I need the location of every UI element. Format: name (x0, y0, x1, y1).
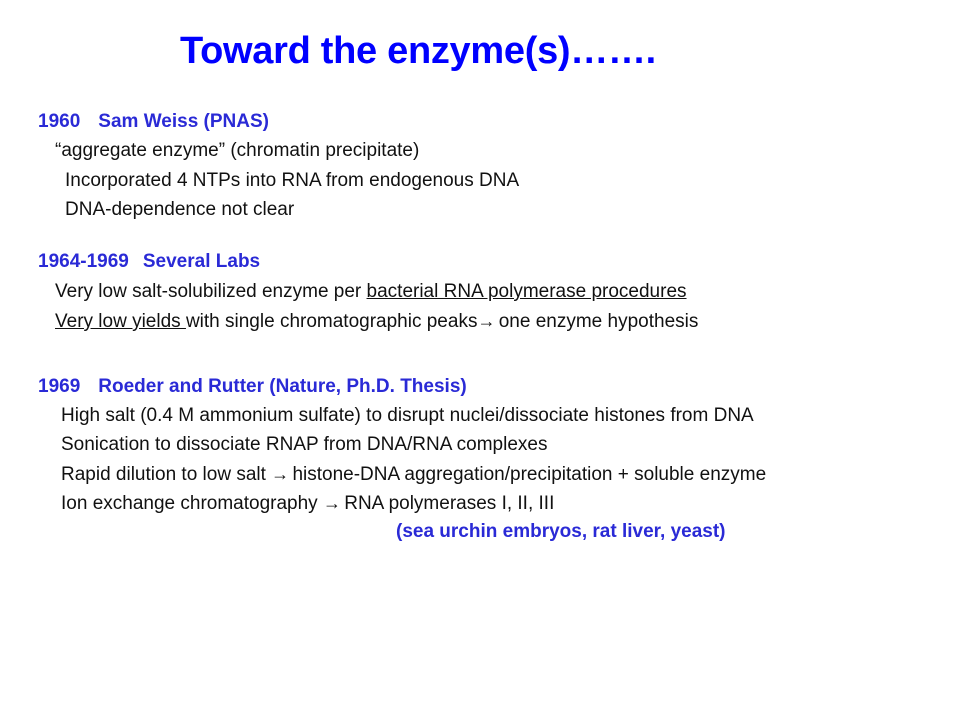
section-1960-line-1: “aggregate enzyme” (chromatin precipitate) (55, 140, 420, 161)
section-1969-line-1: High salt (0.4 M ammonium sulfate) to disrupt nuclei/dissociate histones from DNA (61, 405, 754, 426)
bacterial-rnap-procedures-underlined: bacterial RNA polymerase procedures (366, 281, 687, 302)
slide-title: Toward the enzyme(s)……. (180, 30, 656, 72)
section-1960-year: 1960 (38, 111, 81, 132)
section-1969-line-4 (61, 491, 554, 516)
section-1969-line-3 (61, 462, 766, 487)
arrow-icon: → (477, 311, 496, 331)
arrow-icon: → (271, 464, 290, 484)
very-low-yields-underlined: Very low yields (55, 311, 186, 332)
section-1969-heading (38, 375, 467, 399)
arrow-icon: → (322, 493, 341, 513)
section-1964-line-2-mid: with single chromatographic peaks (185, 311, 478, 332)
section-1969-line-4-pre: Ion exchange chromatography (61, 493, 323, 514)
section-1969-line-2: Sonication to dissociate RNAP from DNA/RNA complexes (61, 434, 548, 455)
section-1964-heading (38, 250, 260, 274)
section-1969-line-3-pre: Rapid dilution to low salt (61, 464, 272, 485)
section-1964-line-2 (55, 309, 698, 334)
section-1960-line-2: Incorporated 4 NTPs into RNA from endogenous DNA (65, 170, 520, 191)
section-1960-title: Sam Weiss (PNAS) (98, 111, 269, 132)
section-1969-line-3-post: histone-DNA aggregation/precipitation + soluble enzyme (287, 464, 767, 485)
section-1964-line-1 (55, 280, 687, 304)
section-1960-line-3: DNA-dependence not clear (65, 199, 295, 220)
section-1964-line-1-text: Very low salt-solubilized enzyme per (55, 281, 367, 302)
section-1969-line-4-post: RNA polymerases I, II, III (338, 493, 555, 514)
section-1960-heading (38, 110, 269, 134)
section-1964-title: Several Labs (142, 251, 261, 272)
organisms-note: (sea urchin embryos, rat liver, yeast) (396, 521, 726, 542)
section-1969-title: Roeder and Rutter (Nature, Ph.D. Thesis) (98, 376, 467, 397)
section-1964-year: 1964-1969 (38, 251, 129, 272)
section-1969-year: 1969 (38, 376, 81, 397)
section-1964-line-2-post: one enzyme hypothesis (493, 311, 699, 332)
